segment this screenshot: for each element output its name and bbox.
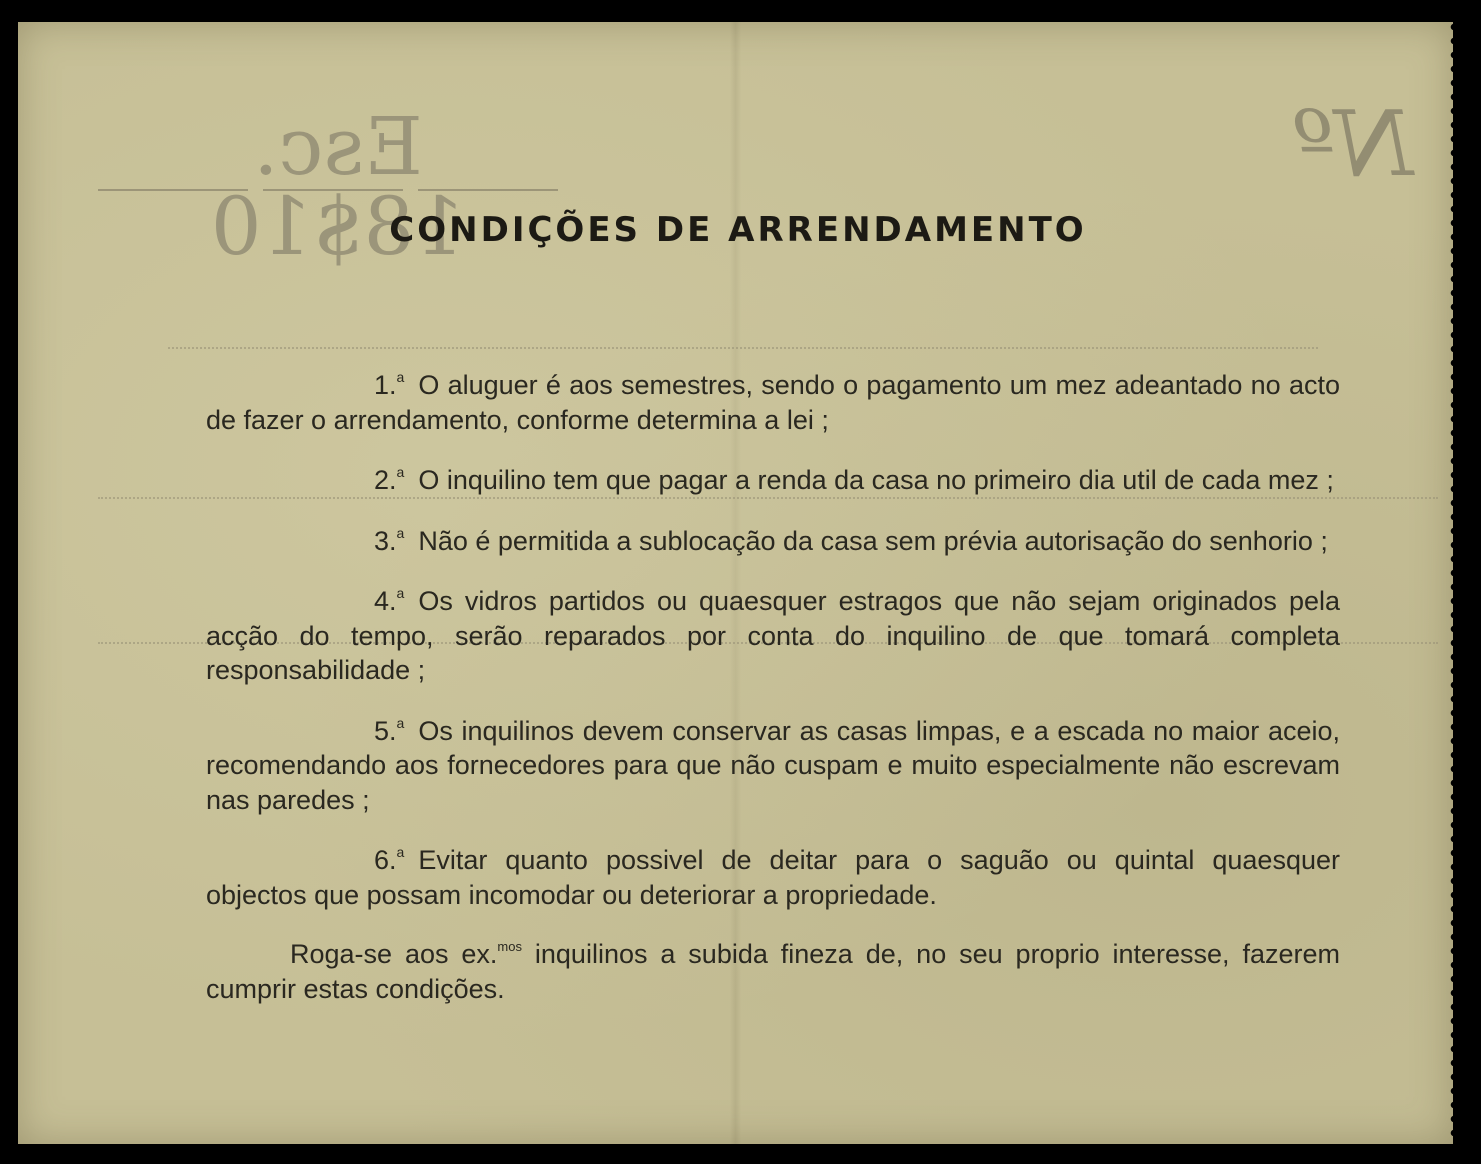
closing-paragraph: Roga-se aos ex.$^{mos}$ inquilinos a subida fineza de, no seu proprio interesse, fazerem cumprir estas condições. <box>206 939 1340 1004</box>
clause-text: Evitar quanto possivel de deitar para o saguão ou quintal quaesquer objectos que possam incomodar ou deteriorar a propriedade. <box>206 845 1340 910</box>
perforated-edge <box>1449 22 1459 1144</box>
clause-number: 2.$^a$ <box>374 464 405 495</box>
clause-4 <box>206 576 1340 688</box>
clause-number: 6.$^a$ <box>374 844 405 875</box>
clause-text: Os inquilinos devem conservar as casas limpas, e a escada no maior aceio, recomendando aos fornecedores para que não cuspam e muito especialmente não escrevam nas paredes ; <box>206 715 1340 815</box>
clause-number: 4.$^a$ <box>374 585 405 616</box>
clause-1 <box>206 360 1340 437</box>
faded-line-1 <box>168 347 1318 349</box>
clause-3 <box>206 516 1340 559</box>
clause-text: Os vidros partidos ou quaesquer estragos que não sejam originados pela acção do tempo, serão reparados por conta do inquilino de que tomará completa responsabilidade ; <box>206 586 1340 685</box>
stamp-left <box>98 97 568 273</box>
conditions-body <box>206 360 1340 1006</box>
clause-number: 1.$^a$ <box>374 369 405 400</box>
clause-6 <box>206 835 1340 912</box>
stamp-text-right: Nº <box>1291 92 1413 197</box>
clause-number: 5.$^a$ <box>374 714 405 746</box>
clause-2 <box>206 455 1340 498</box>
clause-5 <box>206 706 1340 818</box>
document-title: CONDIÇÕES DE ARRENDAMENTO <box>389 210 1087 250</box>
clause-text: Não é permitida a sublocação da casa sem prévia autorisação do senhorio ; <box>418 525 1328 556</box>
clause-text: O inquilino tem que pagar a renda da casa no primeiro dia util de cada mez ; <box>418 465 1334 495</box>
clause-text: O aluguer é aos semestres, sendo o pagamento um mez adeantado no acto de fazer o arrendamento, conforme determina a lei ; <box>206 370 1340 435</box>
document-page <box>18 22 1453 1144</box>
stamp-text-left: Esc. 18$10 <box>210 100 466 273</box>
clause-number: 3.$^a$ <box>374 524 405 556</box>
